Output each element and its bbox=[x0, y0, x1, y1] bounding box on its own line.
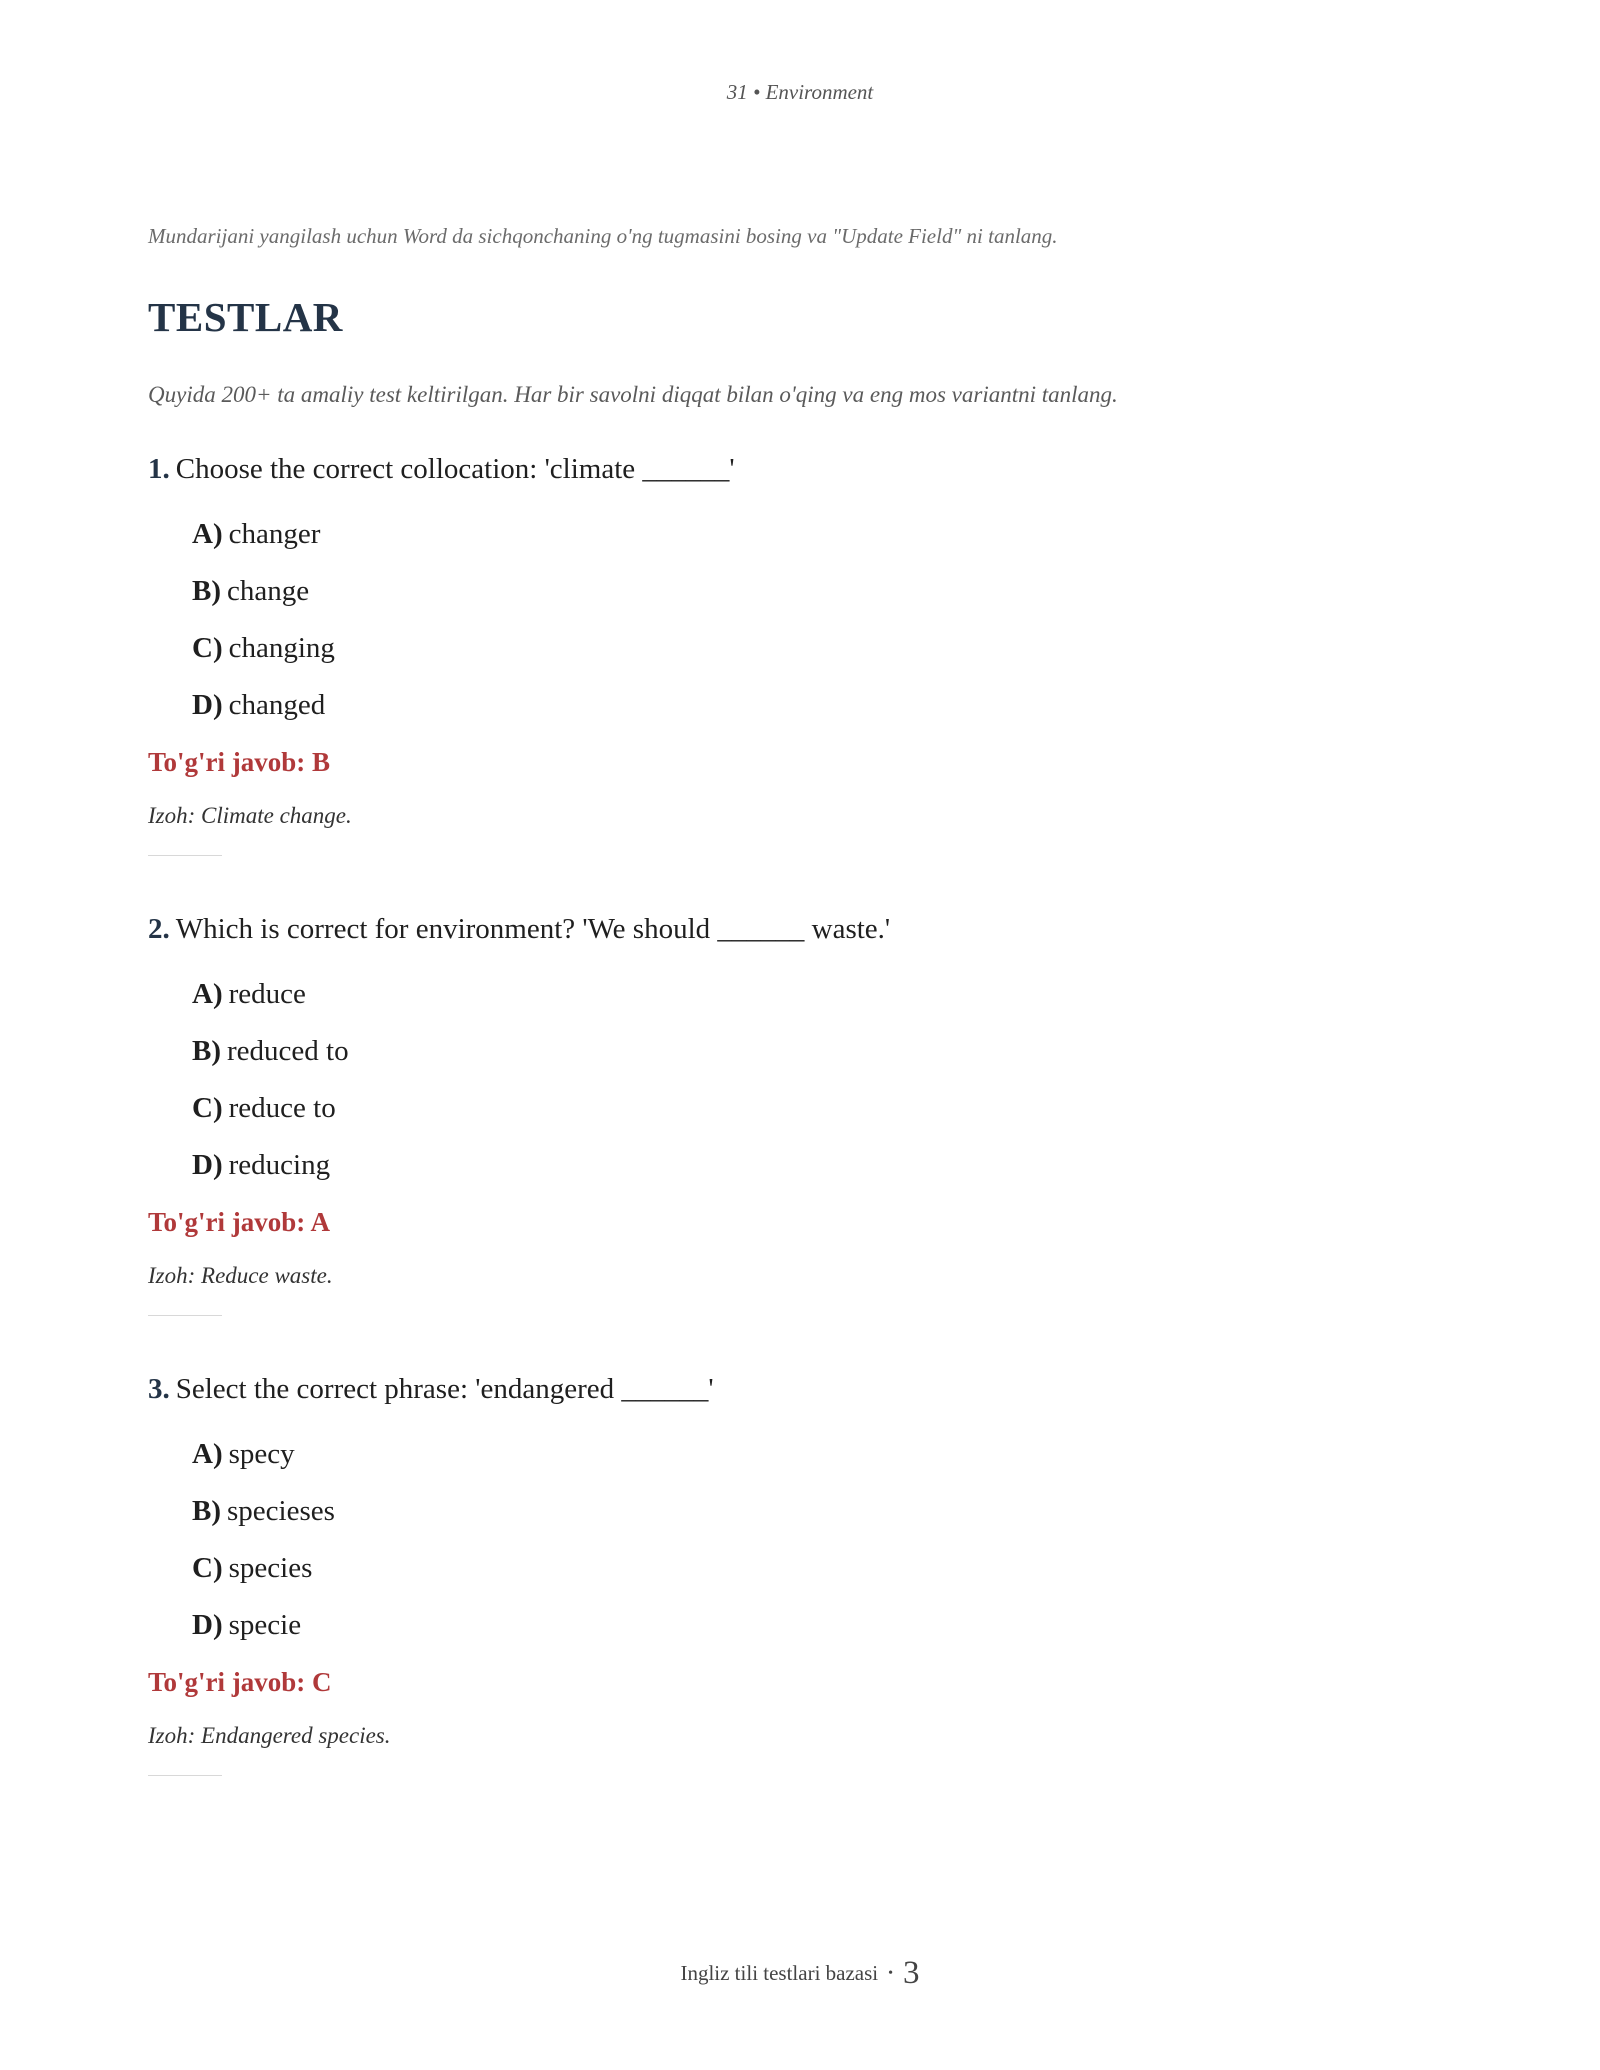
option-c bbox=[192, 620, 1448, 677]
option-b bbox=[192, 1023, 1448, 1080]
section-title: TESTLAR bbox=[148, 294, 343, 340]
option-c bbox=[192, 1080, 1448, 1137]
question-divider bbox=[148, 1775, 222, 1776]
question-number: 2. bbox=[148, 913, 170, 945]
option-letter: A) bbox=[192, 1438, 223, 1470]
option-text: reduce bbox=[228, 978, 306, 1010]
correct-answer: To'g'ri javob: B bbox=[148, 747, 331, 777]
question-number: 3. bbox=[148, 1373, 170, 1405]
page-footer bbox=[0, 1955, 1600, 1992]
option-text: changing bbox=[228, 632, 335, 664]
option-a bbox=[192, 506, 1448, 563]
option-text: reducing bbox=[228, 1149, 331, 1181]
option-a bbox=[192, 966, 1448, 1023]
page-number: 3 bbox=[903, 1955, 920, 1991]
option-text: specieses bbox=[227, 1495, 335, 1527]
option-text: changer bbox=[228, 518, 321, 550]
option-letter: B) bbox=[192, 1495, 221, 1527]
option-letter: B) bbox=[192, 575, 221, 607]
correct-answer: To'g'ri javob: A bbox=[148, 1207, 331, 1237]
option-d bbox=[192, 677, 1448, 734]
question-prompt: Choose the correct collocation: 'climate ______' bbox=[175, 453, 735, 485]
option-text: change bbox=[227, 575, 310, 607]
footer-separator: • bbox=[888, 1965, 894, 1981]
option-letter: A) bbox=[192, 978, 223, 1010]
running-header: 31 • Environment bbox=[726, 80, 874, 104]
question-number: 1. bbox=[148, 453, 170, 485]
answer-explanation: Izoh: Endangered species. bbox=[148, 1723, 391, 1748]
footer-book-title: Ingliz tili testlari bazasi bbox=[680, 1961, 879, 1985]
option-text: reduce to bbox=[228, 1092, 336, 1124]
option-d bbox=[192, 1597, 1448, 1654]
option-b bbox=[192, 1483, 1448, 1540]
option-letter: D) bbox=[192, 1609, 223, 1641]
option-letter: C) bbox=[192, 1092, 223, 1124]
option-text: changed bbox=[228, 689, 326, 721]
option-list bbox=[148, 506, 1448, 734]
option-b bbox=[192, 563, 1448, 620]
option-letter: C) bbox=[192, 1552, 223, 1584]
option-text: reduced to bbox=[227, 1035, 349, 1067]
section-intro: Quyida 200+ ta amaliy test keltirilgan. Har bir savolni diqqat bilan o'qing va eng mos variantni tanlang. bbox=[148, 382, 1118, 407]
option-a bbox=[192, 1426, 1448, 1483]
option-letter: D) bbox=[192, 1149, 223, 1181]
option-list bbox=[148, 1426, 1448, 1654]
question-2 bbox=[148, 908, 1448, 1316]
option-d bbox=[192, 1137, 1448, 1194]
question-1 bbox=[148, 448, 1448, 856]
option-list bbox=[148, 966, 1448, 1194]
answer-explanation: Izoh: Reduce waste. bbox=[148, 1263, 333, 1288]
question-3 bbox=[148, 1368, 1448, 1776]
option-letter: D) bbox=[192, 689, 223, 721]
question-divider bbox=[148, 1315, 222, 1316]
question-prompt: Which is correct for environment? 'We should ______ waste.' bbox=[175, 913, 891, 945]
option-c bbox=[192, 1540, 1448, 1597]
question-divider bbox=[148, 855, 222, 856]
option-text: species bbox=[228, 1552, 313, 1584]
correct-answer: To'g'ri javob: C bbox=[148, 1667, 332, 1697]
question-prompt: Select the correct phrase: 'endangered ______' bbox=[175, 1373, 714, 1405]
option-letter: B) bbox=[192, 1035, 221, 1067]
option-text: specie bbox=[228, 1609, 302, 1641]
question-text bbox=[148, 1368, 1448, 1410]
question-text bbox=[148, 908, 1448, 950]
option-letter: C) bbox=[192, 632, 223, 664]
option-letter: A) bbox=[192, 518, 223, 550]
option-text: specy bbox=[228, 1438, 295, 1470]
answer-explanation: Izoh: Climate change. bbox=[148, 803, 352, 828]
question-text bbox=[148, 448, 1448, 490]
toc-update-note: Mundarijani yangilash uchun Word da sichqonchaning o'ng tugmasini bosing va "Update Field" ni tanlang. bbox=[148, 224, 1058, 248]
